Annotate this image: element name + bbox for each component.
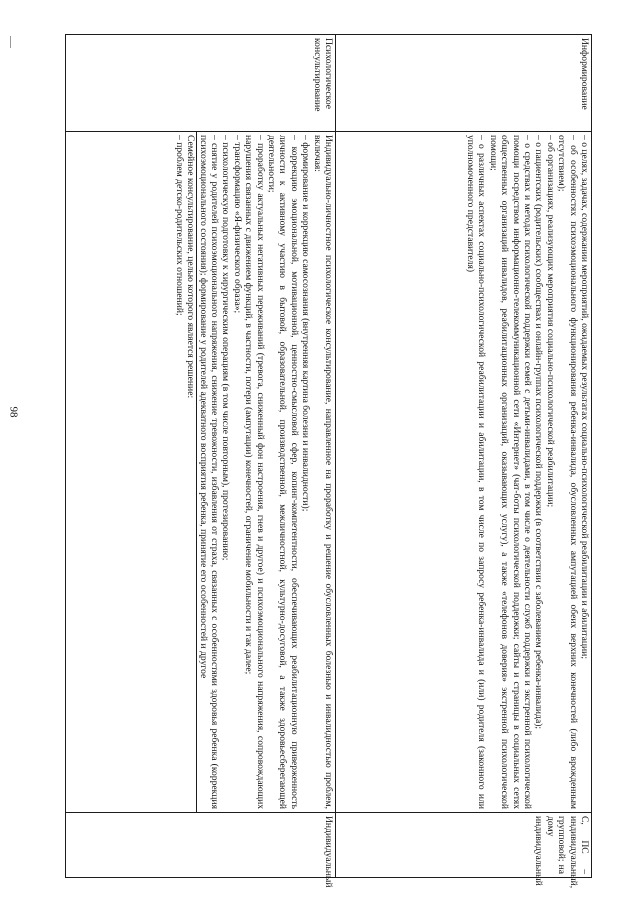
scan-mark <box>10 36 11 48</box>
form-cell <box>66 813 336 888</box>
family-block <box>173 132 197 812</box>
content-cell <box>336 132 592 813</box>
list-item: – о целях, задачах, содержании мероприятий, ожидаемых результатах социально-психологической реабилитации и абилитации; <box>579 135 590 659</box>
list-item: – об особенностях психоэмоционального функционирования ребенка-инвалида, обусловленных ампутацией обеих верхних конечностей (либо врожденным отсутствием); <box>556 135 579 809</box>
family-lead: Семейное консультирование, целью которого является решение: <box>185 135 197 399</box>
section-cell <box>66 35 336 132</box>
list-item: – коррекцию эмоциональной, мотивационной, ценностно-смысловой сфер, копинг-компетентности, обеспечивающих реабилитационную приверженность личности к активному участию в бытовой, образовательной, производственной, межличностной, культурно-досуговой, а также здоровьесберегающей деятельности; <box>265 135 300 809</box>
list-item: – психологическую подготовку к хирургическим операциям (в том числе повторным), протезированию; <box>220 135 232 561</box>
form-cell <box>336 813 592 889</box>
table-row <box>66 35 336 878</box>
services-table <box>65 34 592 889</box>
form-text: С, ПС – индивидуальный, групповой; на дому индивидуальный <box>533 816 590 889</box>
list-item: – проблем детско-родительских отношений; <box>173 135 185 316</box>
list-item: – об организациях, реализующих мероприятия социально-психологической реабилитации; <box>544 135 556 508</box>
list-item: – формирование и коррекцию самосознания (внутренняя картина болезни и инвалидности); <box>300 135 312 512</box>
list-item: – о средствах и методах психологической поддержки семей с детьми-инвалидами, в том числе о деятельности служб поддержки и экстренной психологической помощи посредством информационно-телекоммуникационной сети «Интернет» (чат-боты психологической поддержки; сайты и страницы в социальных сетях общественных организаций инвалидов, реабилитационных организаций, оказывающих услугу), а также «телефонов доверия» экстренной психологической помощи; <box>487 135 533 809</box>
table-row <box>336 35 592 878</box>
list-item: – снятие у родителей психоэмоционального напряжения, снижение тревожности, избавления от страха, связанных с особенностями здоровья ребенка (коррекция психоэмоционального состояния); формирование у родителей адекватного восприятия ребенка, принятие его особенностей и другое <box>197 135 220 809</box>
section-title: Информирование <box>579 38 590 110</box>
rotated-page <box>65 34 592 889</box>
list-item: – проработку актуальных негативных переживаний (тревога, сниженный фон настроения, гнев и другое) и психоэмоционального напряжения, сопровождающих нарушения связанных с движением функций, в частности, потери (ампутации) конечностей, ограничение мобильности и так далее; <box>243 135 266 809</box>
content-cell <box>66 132 336 813</box>
section-cell <box>336 35 592 132</box>
list-item: – трансформацию «Я-физического образа»; <box>231 135 243 314</box>
section-title: Психологическое консультирование <box>311 38 334 112</box>
list-item: – о различных аспектах социально-психологической реабилитации и абилитации, в том числе по запросу ребенка-инвалида и (или) родителя (законного или уполномоченного представителя) <box>464 135 488 809</box>
form-text: Индивидуальный <box>323 816 334 888</box>
lead-text: Индивидуально-личностное психологическое консультирование, направленное на проработку и решение обусловленных болезнью и инвалидностью проблем, включая: <box>311 135 334 809</box>
page-number: 98 <box>7 406 20 418</box>
list-item: – о пациентских (родительских) сообществах и онлайн-группах психологической поддержки (в соответствии с заболеванием ребенка-инвалида); <box>533 135 545 730</box>
